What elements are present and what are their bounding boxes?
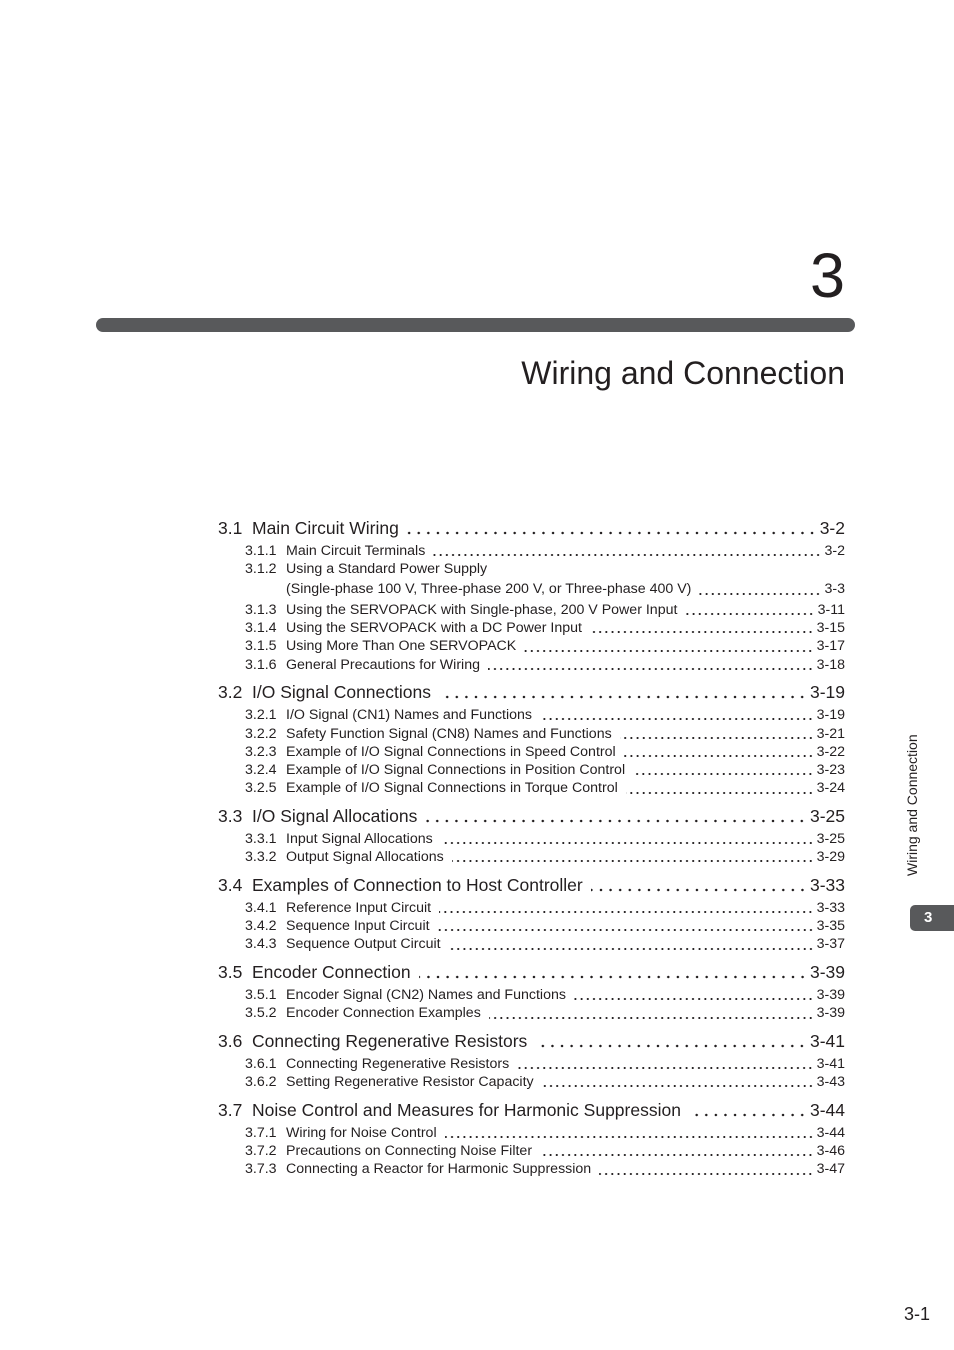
section-number: 3.1 (218, 518, 243, 538)
toc-section-entry[interactable] (218, 516, 845, 540)
subsection-number: 3.2.5 (245, 780, 277, 797)
subsection-page-number: 3-33 (816, 899, 845, 916)
dot-leader (542, 1073, 814, 1091)
subsection-title: Output Signal Allocations (286, 849, 444, 866)
dot-leader (524, 637, 813, 655)
dot-leader (689, 1098, 807, 1122)
subsection-page-number: 3-23 (816, 762, 845, 779)
subsection-title: Connecting Regenerative Resistors (286, 1055, 510, 1072)
subsection-title: Using More Than One SERVOPACK (286, 638, 517, 655)
section-number: 3.2 (218, 682, 243, 703)
subsection-title: General Precautions for Wiring (286, 656, 480, 673)
toc-subsection-entry[interactable] (218, 1160, 845, 1178)
subsection-title: Connecting a Reactor for Harmonic Suppression (286, 1161, 592, 1178)
subsection-title: Encoder Connection Examples (286, 1005, 481, 1022)
toc-section-entry[interactable] (218, 680, 845, 704)
side-tab-label: Wiring and Connection (904, 734, 920, 876)
dot-leader (599, 1160, 813, 1178)
subsection-page-number: 3-25 (816, 830, 845, 847)
subsection-title: Using the SERVOPACK with a DC Power Input (286, 620, 582, 637)
subsection-number: 3.1.5 (245, 638, 277, 655)
dot-leader (441, 830, 814, 848)
subsection-number: 3.1.6 (245, 656, 277, 673)
section-page-number: 3-41 (809, 1031, 845, 1052)
toc-subsection-entry[interactable] (218, 899, 845, 917)
chapter-number: 3 (809, 241, 845, 311)
dot-leader (540, 1142, 814, 1160)
subsection-number: 3.1.4 (245, 620, 277, 637)
dot-leader (590, 619, 814, 637)
section-page-number: 3-25 (809, 806, 845, 827)
toc-section-entry[interactable] (218, 1029, 845, 1053)
toc-subsection-entry[interactable] (218, 1004, 845, 1022)
subsection-page-number: 3-29 (816, 849, 845, 866)
dot-leader (445, 1124, 814, 1142)
dot-leader (433, 542, 821, 560)
section-page-number: 3-19 (809, 682, 845, 703)
subsection-page-number: 3-2 (824, 542, 845, 559)
dot-leader (535, 1029, 807, 1053)
toc (218, 516, 845, 1179)
dot-leader (452, 848, 814, 866)
subsection-number: 3.2.3 (245, 743, 277, 760)
toc-subsection-entry[interactable] (218, 935, 845, 953)
subsection-title: Input Signal Allocations (286, 830, 433, 847)
subsection-title: Sequence Input Circuit (286, 918, 430, 935)
subsection-page-number: 3-11 (817, 601, 845, 618)
dot-leader (407, 516, 817, 540)
subsection-page-number: 3-47 (816, 1161, 845, 1178)
dot-leader (439, 899, 813, 917)
subsection-page-number: 3-41 (816, 1055, 845, 1072)
toc-subsection-entry[interactable] (218, 761, 845, 779)
side-tab-number: 3 (924, 909, 933, 926)
section-number: 3.6 (218, 1031, 243, 1052)
subsection-number: 3.3.2 (245, 849, 277, 866)
subsection-title: Using a Standard Power Supply (286, 561, 488, 578)
dot-leader (626, 779, 814, 797)
toc-subsection-entry[interactable] (218, 1073, 845, 1091)
subsection-title: Sequence Output Circuit (286, 936, 441, 953)
subsection-title: Main Circuit Terminals (286, 542, 426, 559)
subsection-number: 3.2.2 (245, 725, 277, 742)
subsection-page-number: 3-19 (816, 707, 845, 724)
subsection-number: 3.6.2 (245, 1074, 277, 1091)
dot-leader (449, 935, 814, 953)
subsection-title: Safety Function Signal (CN8) Names and Functions (286, 725, 612, 742)
subsection-number: 3.7.2 (245, 1143, 277, 1160)
toc-subsection-entry[interactable] (218, 1142, 845, 1160)
subsection-title: Setting Regenerative Resistor Capacity (286, 1074, 534, 1091)
subsection-page-number: 3-18 (816, 656, 845, 673)
dot-leader (699, 580, 821, 598)
chapter-rule-bar (96, 318, 855, 332)
dot-leader (488, 656, 814, 674)
toc-subsection-entry[interactable] (218, 1055, 845, 1073)
subsection-page-number: 3-39 (816, 1005, 845, 1022)
subsection-title: Reference Input Circuit (286, 899, 432, 916)
toc-subsection-entry[interactable] (218, 848, 845, 866)
subsection-number: 3.5.1 (245, 987, 277, 1004)
dot-leader (540, 706, 814, 724)
toc-subsection-entry[interactable] (218, 637, 845, 655)
toc-subsection-entry[interactable] (218, 743, 845, 761)
side-tab (910, 905, 954, 931)
section-title: Main Circuit Wiring (252, 518, 399, 538)
section-number: 3.7 (218, 1099, 243, 1120)
subsection-title: I/O Signal (CN1) Names and Functions (286, 707, 533, 724)
subsection-number: 3.4.3 (245, 936, 277, 953)
toc-subsection-entry[interactable] (218, 542, 845, 560)
section-title: Connecting Regenerative Resistors (252, 1031, 528, 1052)
subsection-page-number: 3-21 (816, 725, 845, 742)
subsection-number: 3.1.3 (245, 601, 277, 618)
dot-leader (633, 761, 813, 779)
dot-leader (624, 743, 814, 761)
subsection-title-continued: (Single-phase 100 V, Three-phase 200 V, or Three-phase 400 V) (286, 581, 692, 598)
subsection-page-number: 3-24 (816, 780, 845, 797)
toc-subsection-entry[interactable] (218, 917, 845, 935)
subsection-page-number: 3-39 (816, 987, 845, 1004)
subsection-number: 3.2.1 (245, 707, 277, 724)
subsection-page-number: 3-37 (816, 936, 845, 953)
toc-section-entry[interactable] (218, 804, 845, 828)
subsection-page-number: 3-44 (816, 1124, 845, 1141)
toc-subsection-entry[interactable] (218, 656, 845, 674)
subsection-title: Precautions on Connecting Noise Filter (286, 1143, 533, 1160)
subsection-title: Encoder Signal (CN2) Names and Functions (286, 987, 566, 1004)
subsection-number: 3.7.3 (245, 1161, 277, 1178)
dot-leader (419, 960, 807, 984)
toc-subsection-entry[interactable] (218, 706, 845, 724)
section-page-number: 3-33 (809, 875, 845, 895)
toc-subsection-entry[interactable] (218, 1124, 845, 1142)
subsection-page-number: 3-17 (816, 638, 845, 655)
section-page-number: 3-44 (809, 1099, 845, 1120)
dot-leader (685, 601, 814, 619)
toc-subsection-entry[interactable] (218, 619, 845, 637)
dot-leader (438, 917, 814, 935)
toc-section-entry[interactable] (218, 873, 845, 897)
chapter-title: Wiring and Connection (521, 355, 845, 391)
subsection-number: 3.7.1 (245, 1124, 277, 1141)
subsection-page-number: 3-46 (816, 1143, 845, 1160)
subsection-page-number: 3-3 (824, 581, 845, 598)
subsection-title: Using the SERVOPACK with Single-phase, 200 V Power Input (286, 601, 678, 618)
subsection-page-number: 3-15 (816, 620, 845, 637)
subsection-number: 3.4.2 (245, 918, 277, 935)
dot-leader (517, 1055, 813, 1073)
dot-leader (591, 873, 807, 897)
subsection-page-number: 3-43 (816, 1074, 845, 1091)
toc-subsection-entry[interactable] (218, 601, 845, 619)
toc-subsection-entry[interactable] (218, 779, 845, 797)
dot-leader (425, 804, 807, 828)
subsection-page-number: 3-35 (816, 918, 845, 935)
section-title: Encoder Connection (252, 962, 411, 983)
section-title: Noise Control and Measures for Harmonic Suppression (252, 1099, 681, 1120)
subsection-number: 3.5.2 (245, 1005, 277, 1022)
subsection-page-number: 3-22 (816, 743, 845, 760)
section-number: 3.5 (218, 962, 243, 983)
toc-subsection-entry[interactable] (218, 830, 845, 848)
subsection-number: 3.3.1 (245, 830, 277, 847)
dot-leader (489, 1004, 814, 1022)
toc-section-entry[interactable] (218, 1098, 845, 1122)
section-page-number: 3-39 (809, 962, 845, 983)
toc-subsection-entry[interactable] (218, 560, 845, 578)
subsection-title: Example of I/O Signal Connections in Position Control (286, 762, 626, 779)
dot-leader (620, 725, 814, 743)
dot-leader (574, 986, 814, 1004)
subsection-number: 3.1.2 (245, 561, 277, 578)
subsection-number: 3.2.4 (245, 762, 277, 779)
dot-leader (439, 680, 807, 704)
toc-section-entry[interactable] (218, 960, 845, 984)
section-title: I/O Signal Allocations (252, 806, 418, 827)
toc-subsection-entry-continued[interactable] (218, 580, 845, 598)
subsection-number: 3.1.1 (245, 542, 277, 559)
page-number: 3-1 (903, 1304, 930, 1324)
subsection-title: Example of I/O Signal Connections in Torque Control (286, 780, 618, 797)
section-title: I/O Signal Connections (252, 682, 431, 703)
section-number: 3.4 (218, 875, 243, 895)
toc-subsection-entry[interactable] (218, 986, 845, 1004)
subsection-number: 3.4.1 (245, 899, 277, 916)
section-title: Examples of Connection to Host Controller (252, 875, 583, 895)
subsection-title: Example of I/O Signal Connections in Speed Control (286, 743, 616, 760)
subsection-title: Wiring for Noise Control (286, 1124, 437, 1141)
section-number: 3.3 (218, 806, 243, 827)
toc-subsection-entry[interactable] (218, 725, 845, 743)
subsection-number: 3.6.1 (245, 1055, 277, 1072)
section-page-number: 3-2 (819, 518, 845, 538)
